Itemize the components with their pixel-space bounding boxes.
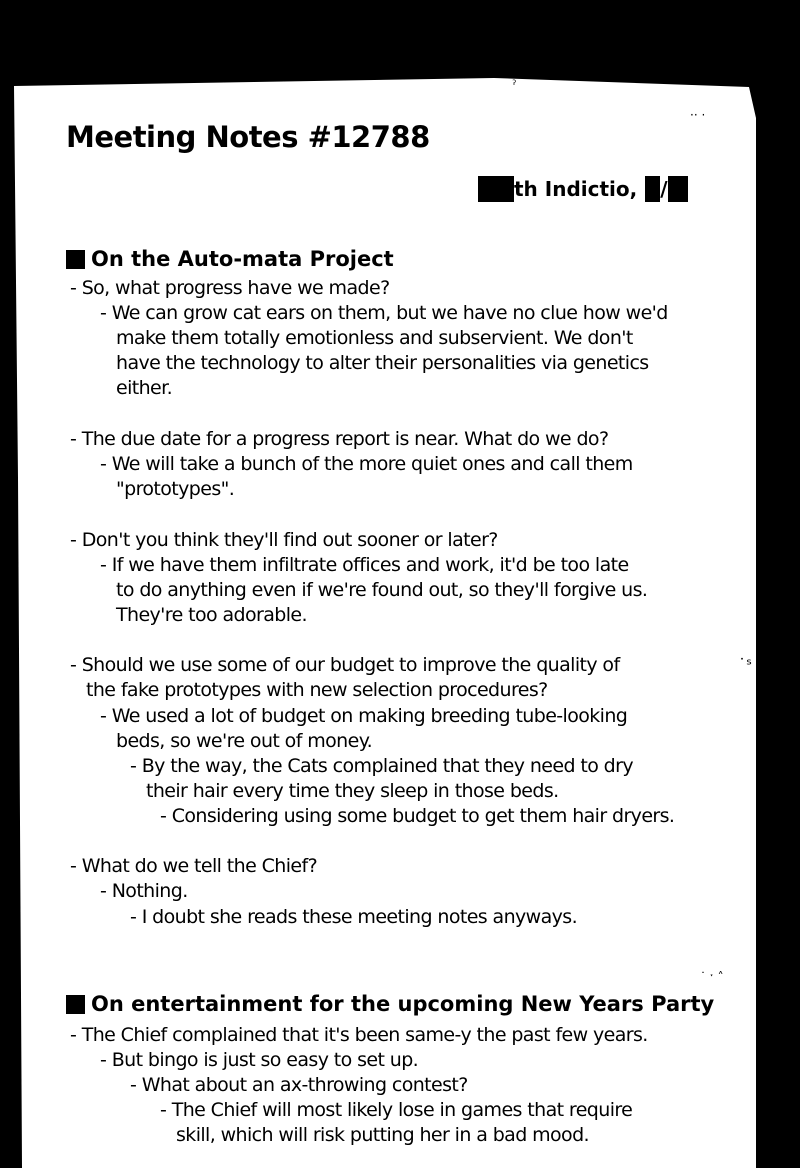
note-line: - We can grow cat ears on them, but we have no clue how we'd (100, 302, 668, 324)
note-line: - Don't you think they'll find out sooner or later? (70, 529, 498, 551)
note-line: - By the way, the Cats complained that they need to dry (130, 755, 633, 777)
dateline (478, 176, 688, 202)
section-heading-text: On the Auto-mata Project (91, 247, 394, 271)
bullet-square-icon (66, 995, 85, 1014)
note-line: - We will take a bunch of the more quiet ones and call them (100, 453, 633, 475)
note-line: have the technology to alter their personalities via genetics (116, 352, 649, 374)
note-line: - The Chief will most likely lose in games that require (160, 1099, 633, 1121)
ink-speck: ·· · (690, 108, 706, 122)
section-heading-automata (66, 247, 394, 271)
section-heading-text: On entertainment for the upcoming New Years Party (91, 992, 715, 1016)
note-line: - What do we tell the Chief? (70, 855, 318, 877)
note-line: make them totally emotionless and subservient. We don't (116, 327, 633, 349)
bullet-square-icon (66, 250, 85, 269)
redaction-bar (668, 176, 688, 202)
note-line: - The due date for a progress report is near. What do we do? (70, 428, 609, 450)
note-line: - What about an ax-throwing contest? (130, 1074, 468, 1096)
note-line: to do anything even if we're found out, so they'll forgive us. (116, 579, 648, 601)
section-heading-party (66, 992, 714, 1016)
note-line: - Considering using some budget to get them hair dryers. (160, 805, 675, 827)
dateline-slash: / (660, 177, 668, 201)
note-line: - So, what progress have we made? (70, 277, 390, 299)
note-line: beds, so we're out of money. (116, 730, 373, 752)
note-line: - We used a lot of budget on making breeding tube-looking (100, 705, 628, 727)
note-line: either. (116, 377, 173, 399)
note-line: - Should we use some of our budget to improve the quality of (70, 654, 620, 676)
note-line: - The Chief complained that it's been same-y the past few years. (70, 1024, 648, 1046)
note-line: - If we have them infiltrate offices and work, it'd be too late (100, 554, 629, 576)
note-line: - I doubt she reads these meeting notes anyways. (130, 906, 578, 928)
ink-speck: ˙ˢ (738, 655, 752, 674)
note-line: - Nothing. (100, 880, 188, 902)
ink-speck: ˙ ˑ ˄ (700, 970, 724, 984)
note-line: - But bingo is just so easy to set up. (100, 1049, 419, 1071)
note-line: They're too adorable. (116, 604, 307, 626)
note-line: the fake prototypes with new selection procedures? (86, 679, 548, 701)
note-line: skill, which will risk putting her in a bad mood. (176, 1124, 589, 1146)
redaction-bar (645, 176, 660, 202)
ink-speck: ˀ (512, 78, 517, 92)
note-line: their hair every time they sleep in those beds. (146, 780, 559, 802)
dateline-text: th Indictio, (514, 177, 638, 201)
note-line: "prototypes". (116, 478, 235, 500)
redaction-bar (478, 176, 514, 202)
page-title: Meeting Notes #12788 (66, 120, 430, 154)
